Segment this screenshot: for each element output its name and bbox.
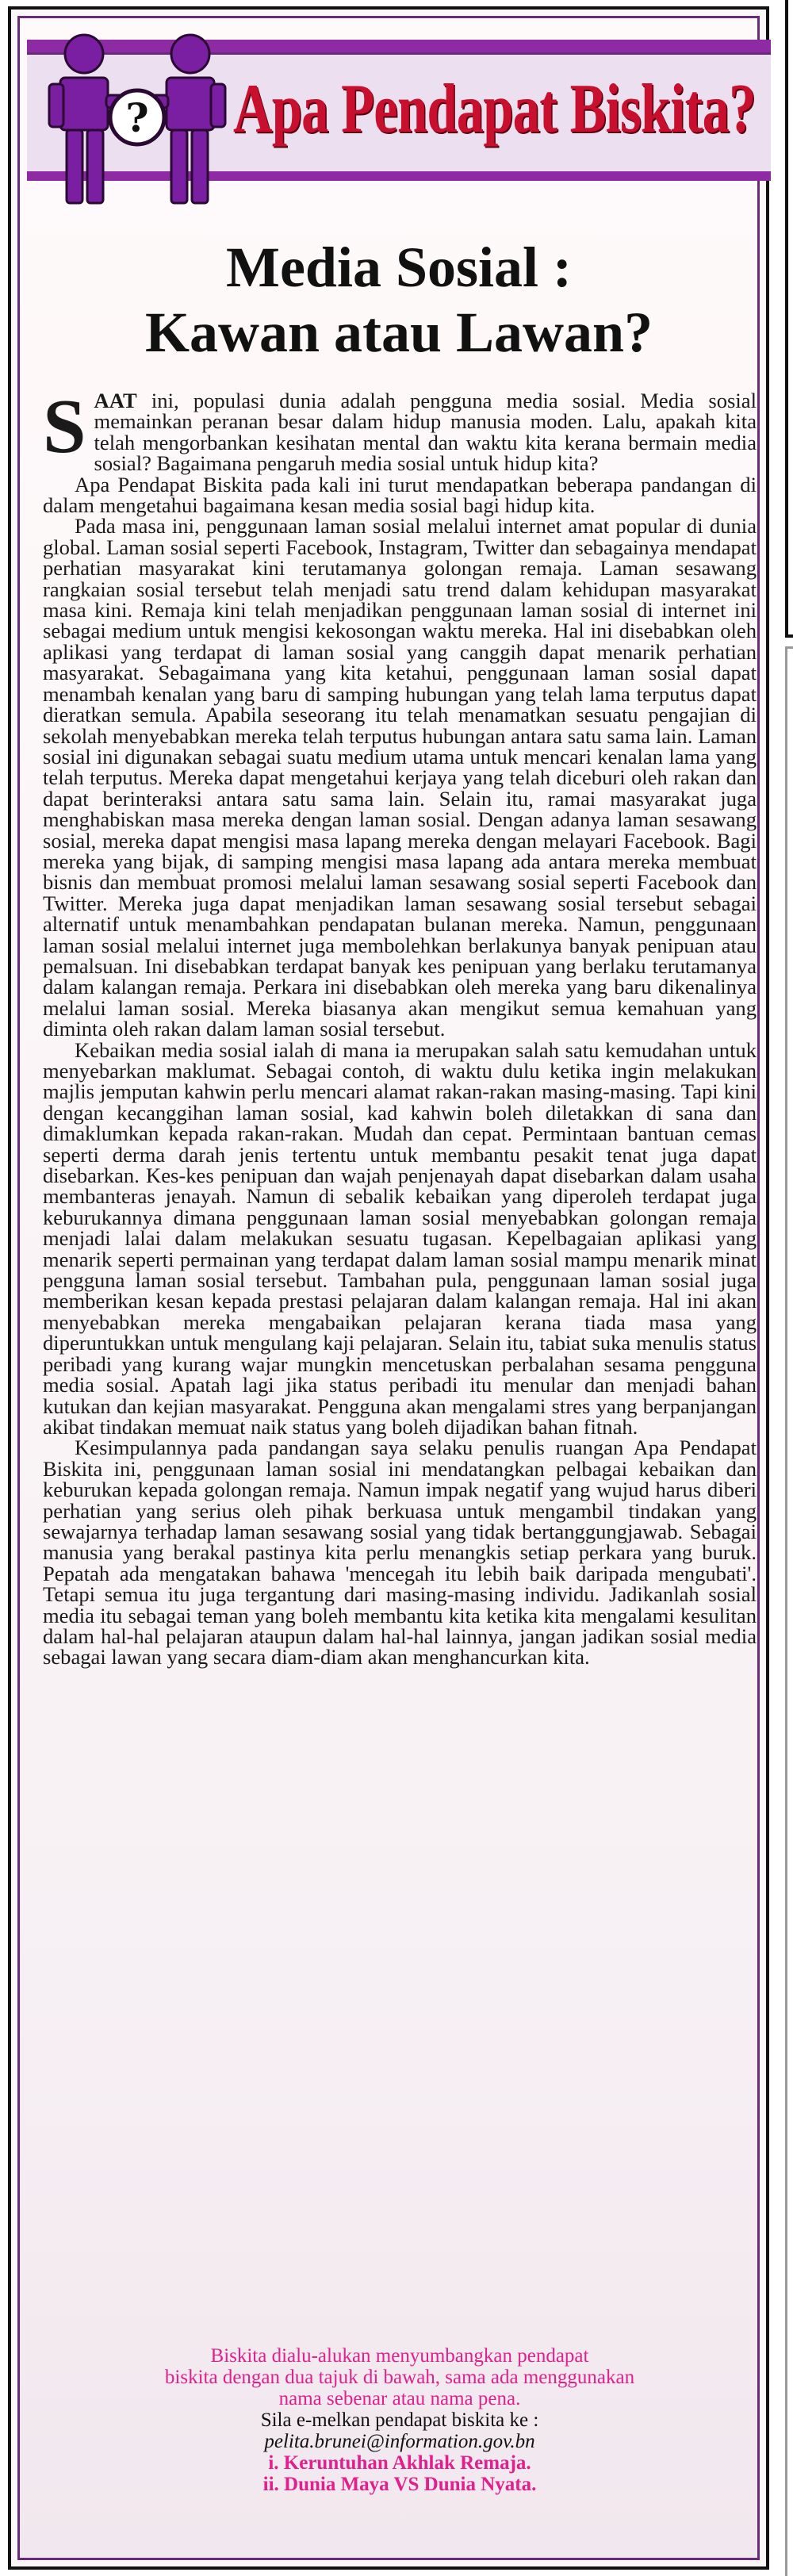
adjacent-column-frame-top <box>785 0 793 638</box>
drop-cap: S <box>43 384 86 470</box>
article-body <box>43 384 757 1669</box>
topic-2: ii. Dunia Maya VS Dunia Nyata. <box>262 2474 537 2495</box>
opinion-people-logo <box>46 29 228 211</box>
svg-text:?: ? <box>125 94 149 141</box>
headline-line-2: Kawan atau Lawan? <box>144 301 653 364</box>
topic-1: i. Keruntuhan Akhlak Remaja. <box>268 2452 531 2474</box>
email-address[interactable]: pelita.brunei@information.gov.bn <box>264 2431 535 2452</box>
adjacent-column-frame-bottom <box>785 646 793 2576</box>
paragraph-intro-text: ini, populasi dunia adalah pengguna media sosial. Media sosial memainkan peranan besar dalam hidup manusia moden. Lalu, apakah kita telah mengorbankan kesihatan mental dan waktu kita kerana bermain media sosial? Bagaimana pengaruh media sosial untuk hidup kita? <box>94 389 757 476</box>
paragraph-5: Kesimpulannya pada pandangan saya selaku penulis ruangan Apa Pendapat Biskita ini, penggunaan laman sosial ini mendatangkan pelbagai kebaikan dan keburukan kepada golongan remaja. Namun impak negatif yang wujud harus diberi perhatian yang serius oleh pihak berkuasa untuk mengambil tindakan yang sewajarnya terhadap laman sesawang sosial yang tidak bertanggungjawab. Sebagai manusia yang berakal pastinya kita perlu menangkis setiap perkara yang buruk. Pepatah ada mengatakan bahawa 'mencegah itu lebih baik daripada mengubati'. Tetapi semua itu juga tergantung dari masing-masing individu. Jadikanlah sosial media itu sebagai teman yang boleh membantu kita ketika kita mengalami kesulitan dalam hal-hal pelajaran ataupun dalam hal-hal lainnya, jangan jadikan sosial media sebagai lawan yang secara diam-diam akan menghancurkan kita. <box>43 1436 757 1669</box>
lead-in-caps: AAT <box>94 389 137 412</box>
column-title: Apa Pendapat Biskita? <box>233 71 756 148</box>
headline-line-1: Media Sosial : <box>225 236 572 299</box>
email-label: Sila e-melkan pendapat biskita ke : <box>260 2409 539 2431</box>
invite-line-1: Biskita dialu-alukan menyumbangkan pendapat <box>210 2345 589 2367</box>
paragraph-2: Apa Pendapat Biskita pada kali ini turut mendapatkan beberapa pandangan di dalam mengetahui bagaimana kesan media sosial bagi hidup kita. <box>43 472 757 518</box>
paragraph-intro <box>43 384 757 476</box>
submission-footer <box>43 2345 757 2495</box>
paragraph-4: Kebaikan media sosial ialah di mana ia merupakan salah satu kemudahan untuk menyebarkan maklumat. Sebagai contoh, di waktu dulu ketika ingin melakukan majlis jemputan kahwin perlu mencari alamat rakan-rakan masing-masing. Tapi kini dengan kecanggihan laman sosial, kad kahwin boleh diletakkan di sana dan dimaklumkan kepada rakan-rakan. Mudah dan cepat. Permintaan bantuan cemas seperti derma darah jenis tertentu untuk membantu pesakit tenat juga dapat disebarkan. Kes-kes penipuan dan wajah penjenayah dapat disebarkan dalam usaha membanteras jenayah. Namun di sebalik kebaikan yang diperoleh terdapat juga keburukannya dimana penggunaan laman sosial menyebabkan golongan remaja menjadi lalai dalam melakukan sesuatu tugasan. Kepelbagaian aplikasi yang menarik seperti permainan yang terdapat dalam laman sosial mampu menarik minat pengguna laman sosial tersebut. Tambahan pula, penggunaan laman sosial juga memberikan kesan kepada prestasi pelajaran dalam kalangan remaja. Hal ini akan menyebabkan mereka mengabaikan pelajaran kerana tiada masa yang diperuntukkan untuk mengulang kaji pelajaran. Selain itu, tabiat suka menulis status peribadi yang kurang wajar mungkin mencetuskan perbalahan sesama pengguna media sosial. Apatah lagi jika status peribadi itu menular dan menjadi bahan kutukan dan kejian masyarakat. Pengguna akan mengalami stres yang berpanjangan akibat tindakan memuat naik status yang boleh dijadikan bahan fitnah. <box>43 1037 757 1439</box>
paragraph-3: Pada masa ini, penggunaan laman sosial melalui internet amat popular di dunia global. Laman sosial seperti Facebook, Instagram, Twitter dan sebagainya mendapat perhatian masyarakat kini terutamanya golongan remaja. Laman sesawang rangkaian sosial tersebut telah menjadi satu trend dalam kehidupan masyarakat masa kini. Remaja kini telah menjadikan penggunaan laman sosial di internet ini sebagai medium untuk mengisi kekosongan waktu mereka. Hal ini disebabkan oleh aplikasi yang terdapat di laman sosial yang canggih dapat menarik perhatian masyarakat. Sebagaimana yang kita ketahui, penggunaan laman sosial dapat menambah kenalan yang baru di samping hubungan yang telah lama terputus dapat dieratkan semula. Apabila seseorang itu telah menamatkan sesuatu pengajian di sekolah menyebabkan mereka telah terputus hubungan antara satu sama lain. Laman sosial ini digunakan sebagai suatu medium utama untuk mencari kenalan lama yang telah terputus. Mereka dapat mengetahui kerjaya yang telah diceburi oleh rakan dan dapat berinteraksi antara satu sama lain. Selain itu, ramai masyarakat juga menghabiskan masa mereka dengan laman sosial. Dengan adanya laman sesawang sosial, mereka dapat mengisi masa lapang mereka dengan melayari Facebook. Bagi mereka yang bijak, di samping mengisi masa lapang ada antara mereka membuat bisnis dan membuat promosi melalui laman sesawang sosial seperti Facebook dan Twitter. Mereka juga dapat menjadikan laman sesawang sosial tersebut sebagai alternatif untuk menambahkan pendapatan bulanan mereka. Namun, penggunaan laman sosial melalui internet juga membolehkan berlakunya banyak penipuan atau pemalsuan. Ini disebabkan terdapat banyak kes penipuan yang berlaku terutamanya dalam kalangan remaja. Perkara ini disebabkan oleh mereka yang baru dikenalinya melalui laman sosial. Mereka biasanya akan mengikut semua kemahuan yang diminta oleh rakan dalam laman sosial tersebut. <box>43 514 757 1041</box>
invite-line-3: nama sebenar atau nama pena. <box>278 2388 521 2409</box>
invite-line-2: biskita dengan dua tajuk di bawah, sama ada menggunakan <box>164 2367 635 2388</box>
article-frame <box>8 6 769 2570</box>
